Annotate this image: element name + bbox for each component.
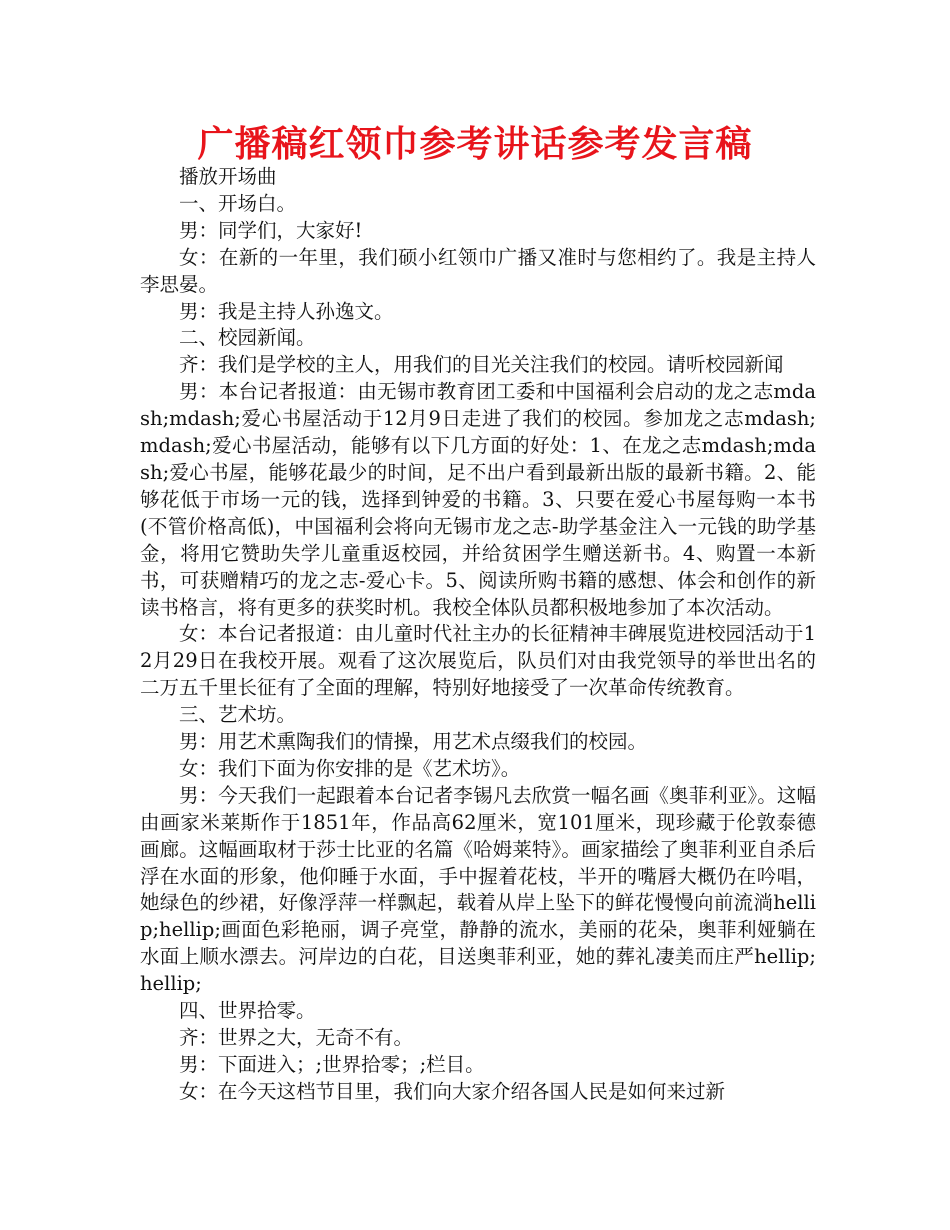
paragraph: 女：本台记者报道：由儿童时代社主办的长征精神丰碑展览进校园活动于12月29日在我校开展。观看了这次展览后，队员们对由我党领导的举世出名的二万五千里长征有了全面的理解，特别好地接受了一次革命传统教育。 <box>140 622 816 700</box>
paragraph: 一、开场白。 <box>179 191 297 215</box>
paragraph: 三、艺术坊。 <box>179 703 297 727</box>
paragraph: 二、校园新闻。 <box>179 326 316 350</box>
paragraph: 齐：我们是学校的主人，用我们的目光关注我们的校园。请听校园新闻 <box>179 353 784 377</box>
paragraph: 四、世界拾零。 <box>179 999 316 1023</box>
paragraph: 男：下面进入；;世界拾零；;栏目。 <box>179 1052 485 1076</box>
paragraph: 男：我是主持人孙逸文。 <box>179 299 394 323</box>
document-body <box>140 164 816 1106</box>
paragraph: 男：用艺术熏陶我们的情操，用艺术点缀我们的校园。 <box>179 730 648 754</box>
paragraph: 男：今天我们一起跟着本台记者李锡凡去欣赏一幅名画《奥菲利亚》。这幅由画家米莱斯作于1851年，作品高62厘米，宽101厘米，现珍藏于伦敦泰德画廊。这幅画取材于莎士比亚的名篇《哈姆莱特》。画家描绘了奥菲利亚自杀后浮在水面的形象，他仰睡于水面，手中握着花枝，半开的嘴唇大概仍在吟唱，她绿色的纱裙，好像浮萍一样飘起，载着从岸上坠下的鲜花慢慢向前流淌hellip;hellip;画面色彩艳丽，调子亮堂，静静的流水，美丽的花朵，奥菲利娅躺在水面上顺水漂去。河岸边的白花，目送奥菲利亚，她的葬礼凄美而庄严hellip;hellip; <box>140 783 816 996</box>
paragraph: 女：在今天这档节目里，我们向大家介绍各国人民是如何来过新 <box>179 1079 726 1103</box>
paragraph: 齐：世界之大，无奇不有。 <box>179 1026 414 1049</box>
paragraph: 男：本台记者报道：由无锡市教育团工委和中国福利会启动的龙之志mdash;mdash;爱心书屋活动于12月9日走进了我们的校园。参加龙之志mdash;mdash;爱心书屋活动，能够有以下几方面的好处：1、在龙之志mdash;mdash;爱心书屋，能够花最少的时间，足不出户看到最新出版的最新书籍。2、能够花低于市场一元的钱，选择到钟爱的书籍。3、只要在爱心书屋每购一本书(不管价格高低)，中国福利会将向无锡市龙之志-助学基金注入一元钱的助学基金，将用它赞助失学儿童重返校园，并给贫困学生赠送新书。4、购置一本新书，可获赠精巧的龙之志-爱心卡。5、阅读所购书籍的感想、体会和创作的新读书格言，将有更多的获奖时机。我校全体队员都积极地参加了本次活动。 <box>140 380 816 619</box>
paragraph: 女：我们下面为你安排的是《艺术坊》。 <box>179 756 521 780</box>
paragraph: 男：同学们，大家好! <box>179 218 363 242</box>
document-title: 广播稿红领巾参考讲话参考发言稿 <box>197 124 753 165</box>
paragraph: 播放开场曲 <box>179 165 277 188</box>
paragraph: 女：在新的一年里，我们硕小红领巾广播又准时与您相约了。我是主持人李思晏。 <box>140 245 816 296</box>
